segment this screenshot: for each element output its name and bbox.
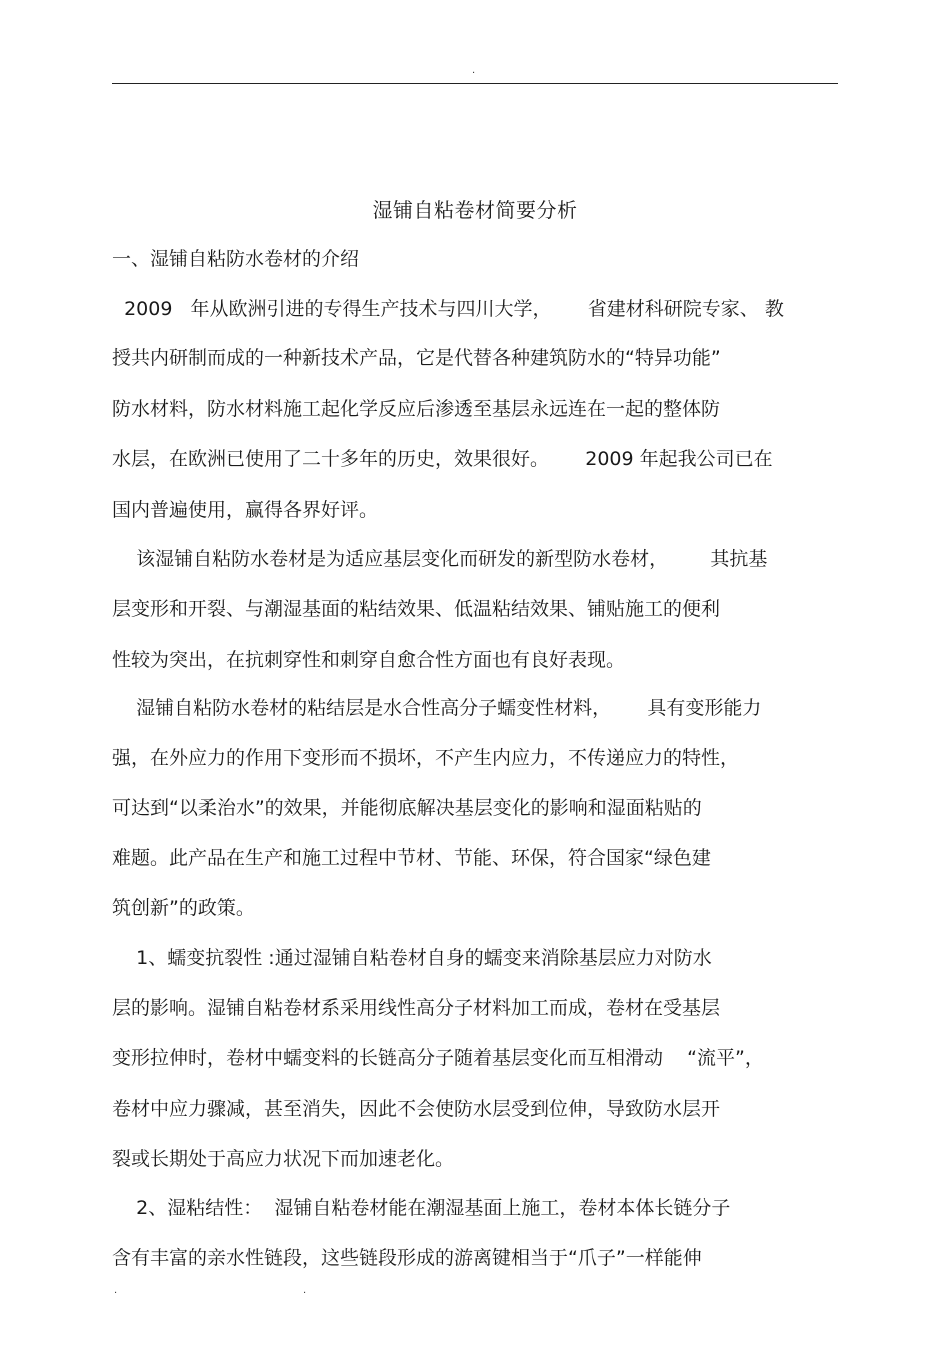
document-title: 湿铺自粘卷材简要分析 — [372, 198, 578, 222]
paragraph-line: 层变形和开裂、与潮湿基面的粘结效果、低温粘结效果、铺贴施工的便利 — [112, 598, 721, 620]
paragraph-line: 筑创新”的政策。 — [112, 897, 255, 919]
paragraph-line: 难题。此产品在生产和施工过程中节材、节能、环保，符合国家“绿色建 — [112, 847, 711, 869]
paragraph-line: 变形拉伸时，卷材中蠕变料的长链高分子随着基层变化而互相滑动 “流平”， — [112, 1047, 764, 1069]
paragraph-line: 水层，在欧洲已使用了二十多年的历史，效果很好。 2009 年起我公司已在 — [112, 448, 773, 470]
paragraph-line: 强，在外应力的作用下变形而不损坏，不产生内应力，不传递应力的特性， — [112, 747, 740, 769]
paragraph-line: 1、蠕变抗裂性 :通过湿铺自粘卷材自身的蠕变来消除基层应力对防水 — [112, 947, 712, 969]
paragraph-line: 国内普遍使用，赢得各界好评。 — [112, 499, 379, 521]
paragraph-line: 可达到“以柔治水”的效果，并能彻底解决基层变化的影响和湿面粘贴的 — [112, 797, 702, 819]
footer-mark-right: . — [303, 1285, 307, 1296]
paragraph-line: 防水材料，防水材料施工起化学反应后渗透至基层永远连在一起的整体防 — [112, 398, 721, 420]
paragraph-line: 性较为突出，在抗刺穿性和刺穿自愈合性方面也有良好表现。 — [112, 649, 626, 671]
paragraph-line: 授共内研制而成的一种新技术产品，它是代替各种建筑防水的“特异功能” — [112, 347, 721, 369]
paragraph-line: 湿铺自粘防水卷材的粘结层是水合性高分子蠕变性材料， 具有变形能力 — [112, 697, 762, 719]
paragraph-line: 裂或长期处于高应力状况下而加速老化。 — [112, 1148, 455, 1170]
paragraph-line: 2009 年从欧洲引进的专得生产技术与四川大学， 省建材科研院专家、 教 — [112, 298, 784, 320]
paragraph-line: 该湿铺自粘防水卷材是为适应基层变化而研发的新型防水卷材， 其抗基 — [112, 548, 768, 570]
footer-mark-left: . — [114, 1285, 118, 1296]
header-rule — [112, 83, 838, 84]
section-heading: 一、湿铺自粘防水卷材的介绍 — [112, 248, 360, 270]
paragraph-line: 层的影响。湿铺自粘卷材系采用线性高分子材料加工而成，卷材在受基层 — [112, 997, 721, 1019]
paragraph-line: 2、湿粘结性： 湿铺自粘卷材能在潮湿基面上施工，卷材本体长链分子 — [112, 1197, 731, 1219]
paragraph-line: 含有丰富的亲水性链段，这些链段形成的游离键相当于“爪子”一样能伸 — [112, 1247, 702, 1269]
header-mark: . — [472, 65, 476, 76]
paragraph-line: 卷材中应力骤减，甚至消失，因此不会使防水层受到位伸，导致防水层开 — [112, 1098, 721, 1120]
